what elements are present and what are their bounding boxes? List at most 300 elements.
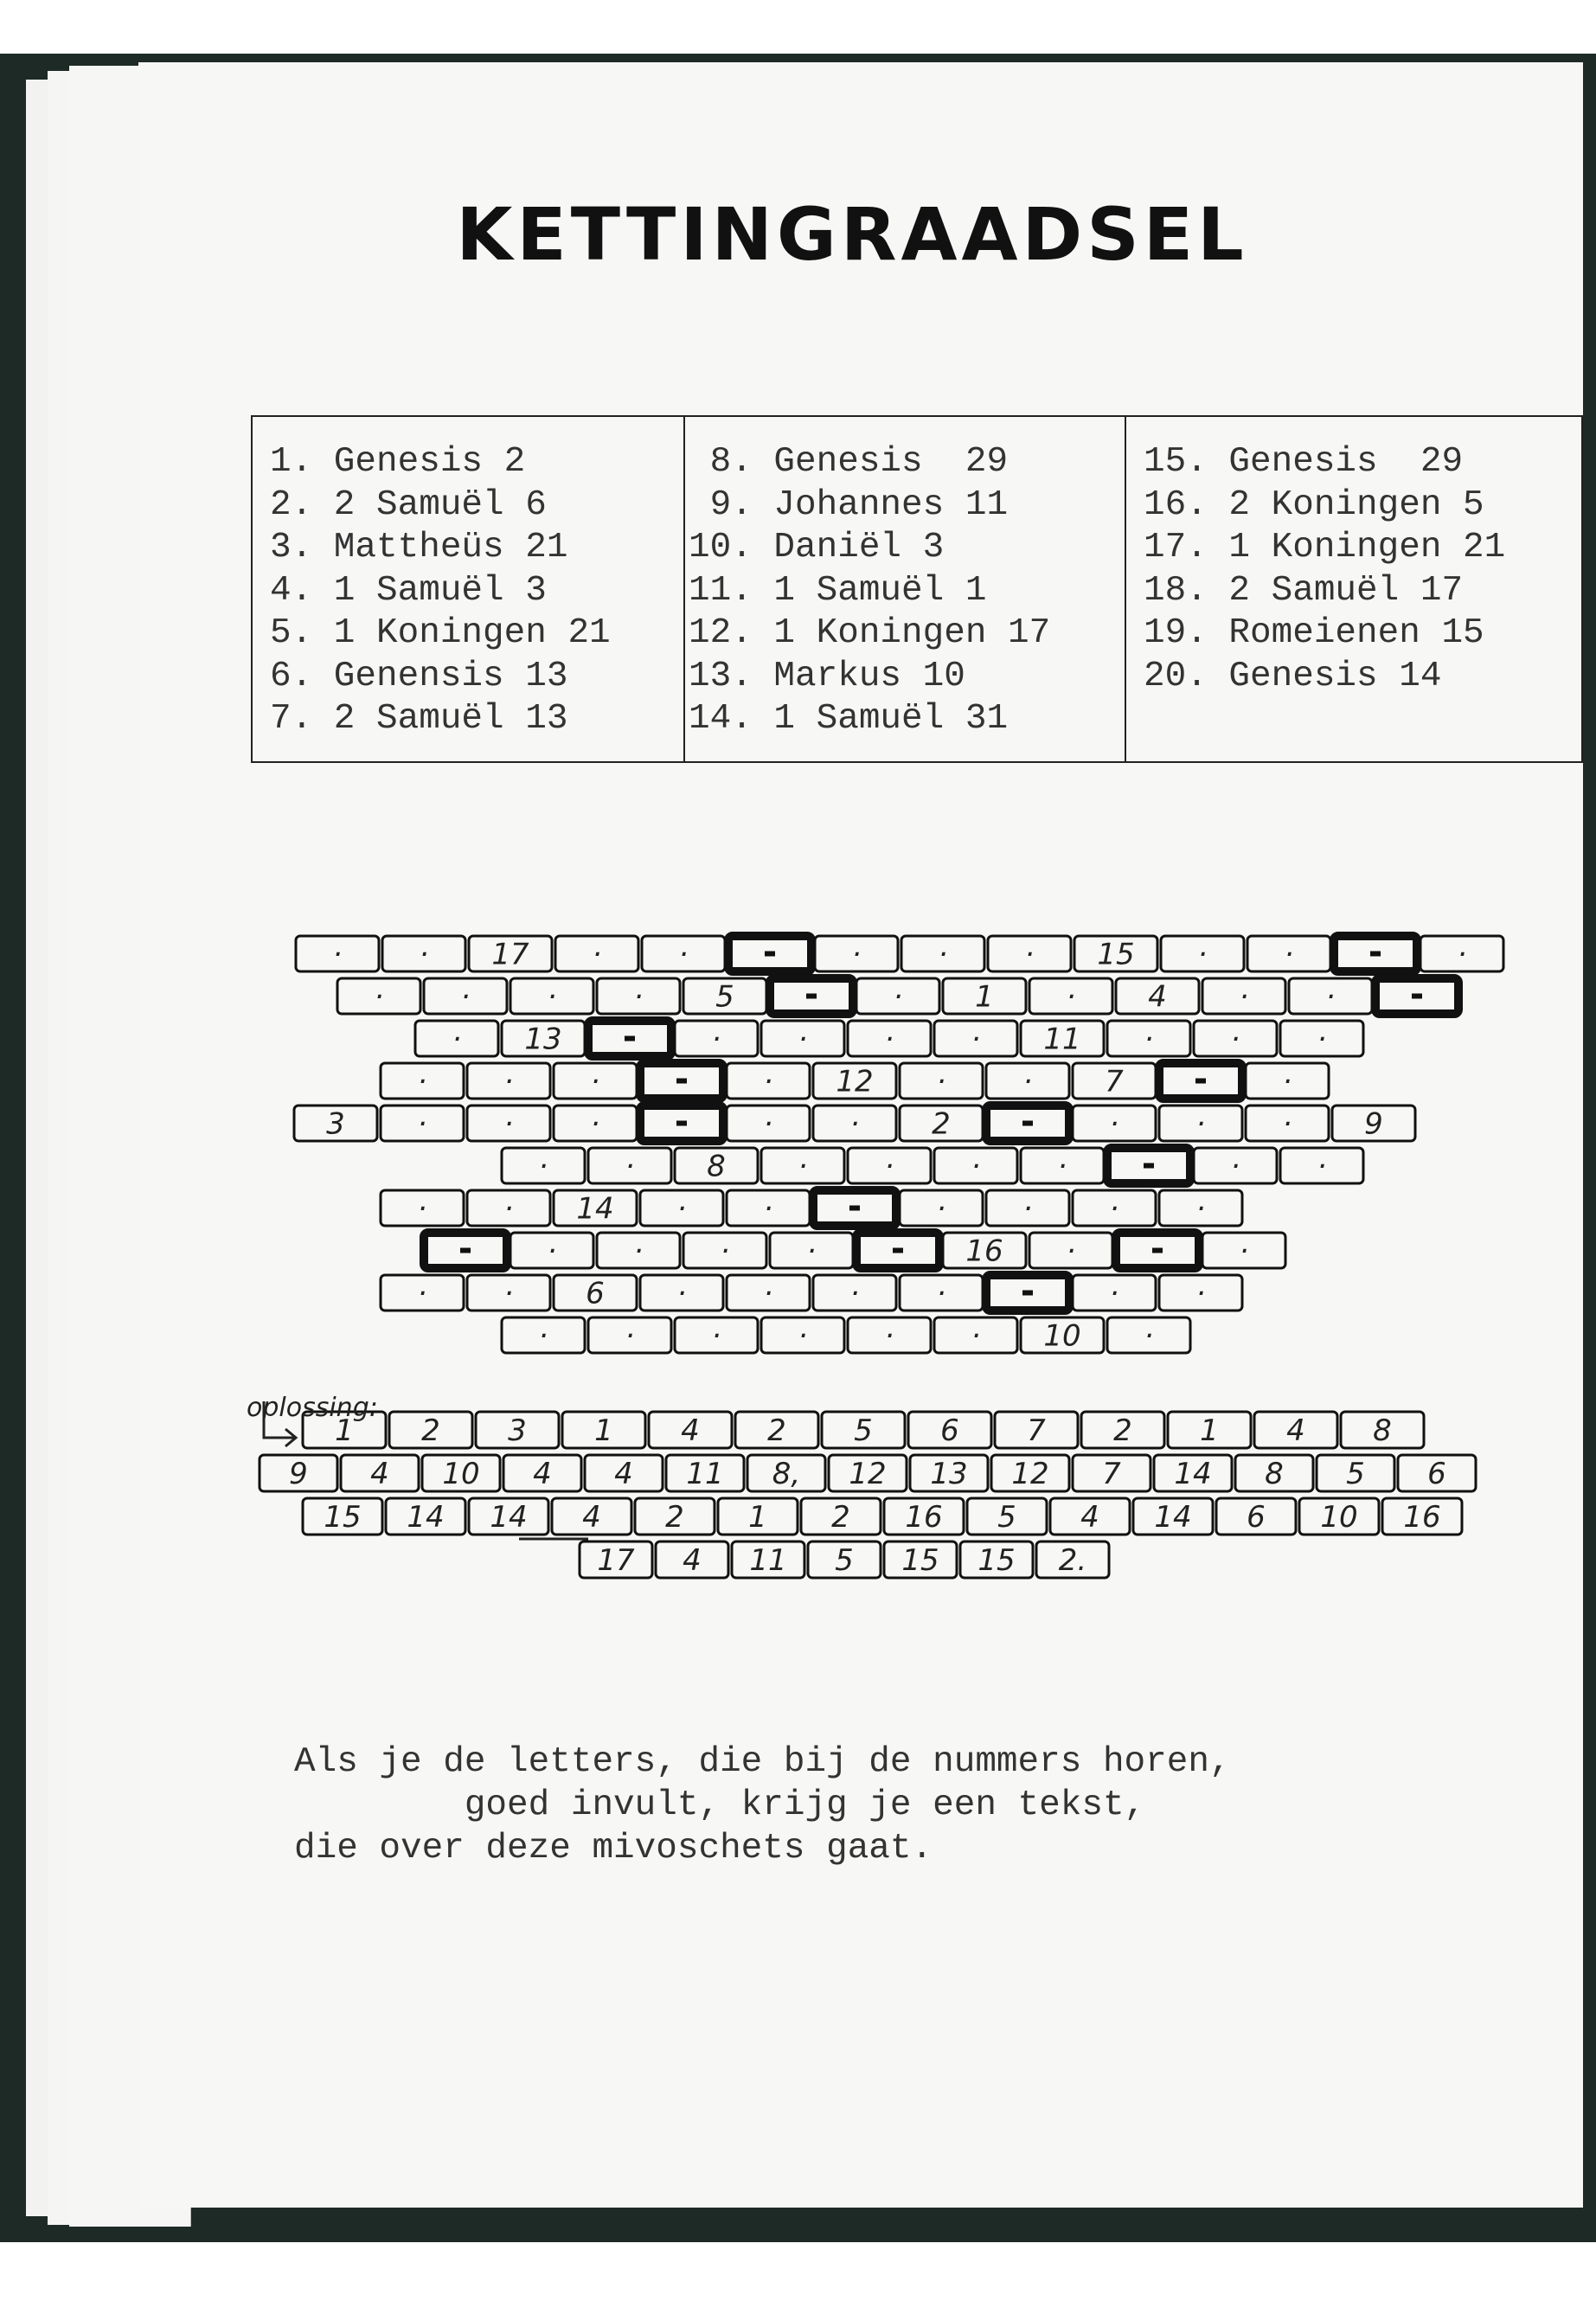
svg-text:·: · <box>1282 1106 1292 1142</box>
reference-item: 5. 1 Koningen 21 <box>270 613 611 653</box>
svg-text:·: · <box>711 1022 721 1057</box>
puzzle-brick <box>1194 1021 1277 1057</box>
svg-text:·: · <box>1317 1022 1327 1057</box>
svg-text:·: · <box>971 1022 981 1057</box>
svg-text:·: · <box>503 1191 514 1227</box>
svg-text:·: · <box>547 1234 557 1269</box>
puzzle-brick <box>943 978 1026 1015</box>
svg-text:·: · <box>1024 937 1035 972</box>
svg-text:·: · <box>1109 1191 1119 1227</box>
svg-text:12: 12 <box>836 1064 874 1099</box>
puzzle-brick <box>382 936 465 972</box>
svg-text:·: · <box>1195 1106 1206 1142</box>
svg-text:14: 14 <box>1154 1500 1192 1535</box>
puzzle-brick <box>415 1021 498 1057</box>
svg-text:15: 15 <box>1097 937 1135 972</box>
puzzle-brick <box>1334 936 1417 971</box>
svg-text:10: 10 <box>1320 1500 1358 1535</box>
puzzle-brick <box>1159 1190 1242 1227</box>
solution-brick <box>822 1412 905 1448</box>
svg-text:8: 8 <box>707 1149 726 1184</box>
svg-text:11: 11 <box>749 1543 787 1578</box>
reference-item: 9. Johannes 11 <box>689 484 1009 525</box>
reference-item: 7. 2 Samuël 13 <box>270 699 568 739</box>
puzzle-brick <box>502 1148 585 1184</box>
solution-brick <box>303 1498 382 1535</box>
svg-text:2: 2 <box>665 1500 684 1535</box>
puzzle-brick <box>675 1148 758 1184</box>
puzzle-brick <box>1029 978 1112 1015</box>
svg-text:·: · <box>452 1022 462 1057</box>
puzzle-brick <box>900 1190 983 1227</box>
solution-brick <box>552 1498 631 1535</box>
solution-brick <box>801 1498 881 1535</box>
puzzle-brick <box>588 1021 671 1056</box>
puzzle-brick <box>337 978 420 1015</box>
svg-text:·: · <box>538 1149 548 1184</box>
solution-brick <box>884 1541 957 1578</box>
puzzle-brick <box>640 1190 723 1227</box>
puzzle-brick <box>555 936 638 972</box>
svg-text:·: · <box>1239 1234 1249 1269</box>
svg-text:15: 15 <box>977 1543 1016 1578</box>
svg-text:·: · <box>936 1191 946 1227</box>
reference-item: 8. Genesis 29 <box>689 442 1009 482</box>
puzzle-brick <box>588 1148 671 1184</box>
solution-brick <box>656 1541 728 1578</box>
puzzle-brick <box>1161 936 1244 972</box>
svg-text:·: · <box>1197 937 1208 972</box>
svg-text:5: 5 <box>997 1500 1016 1535</box>
puzzle-brick <box>900 1063 983 1099</box>
solution-brick <box>1133 1498 1213 1535</box>
puzzle-brick <box>761 1317 844 1354</box>
solution-brick <box>386 1498 465 1535</box>
puzzle-brick <box>813 1275 896 1311</box>
puzzle-brick <box>640 1063 723 1099</box>
reference-item: 2. 2 Samuël 6 <box>270 484 547 525</box>
solution-brick <box>580 1541 652 1578</box>
puzzle-brick <box>934 1317 1017 1354</box>
reference-item: 18. 2 Samuël 17 <box>1144 570 1464 611</box>
svg-text:·: · <box>590 1106 600 1142</box>
svg-text:4: 4 <box>533 1457 552 1491</box>
svg-text:7: 7 <box>1102 1457 1121 1491</box>
svg-text:17: 17 <box>597 1543 635 1578</box>
solution-brick <box>829 1455 907 1491</box>
puzzle-brick <box>1202 978 1285 1015</box>
svg-text:·: · <box>763 1191 773 1227</box>
svg-text:1: 1 <box>975 979 994 1015</box>
solution-brick <box>1216 1498 1296 1535</box>
svg-text:1: 1 <box>335 1413 354 1448</box>
svg-text:·: · <box>711 1318 721 1354</box>
svg-text:5: 5 <box>854 1413 873 1448</box>
svg-text:·: · <box>798 1318 808 1354</box>
puzzle-brick <box>848 1021 931 1057</box>
svg-text:2: 2 <box>421 1413 440 1448</box>
puzzle-brick <box>1247 936 1330 972</box>
puzzle-brick <box>424 978 507 1015</box>
svg-text:·: · <box>633 979 644 1015</box>
solution-brick <box>718 1498 798 1535</box>
svg-text:6: 6 <box>1427 1457 1446 1491</box>
solution-brick <box>341 1455 419 1491</box>
svg-text:6: 6 <box>1247 1500 1266 1535</box>
puzzle-brick <box>381 1063 464 1099</box>
svg-text:·: · <box>1317 1149 1327 1184</box>
svg-text:·: · <box>971 1318 981 1354</box>
puzzle-brick <box>1073 1063 1156 1099</box>
solution-brick <box>1299 1498 1379 1535</box>
svg-text:5: 5 <box>835 1543 854 1578</box>
puzzle-brick <box>588 1317 671 1354</box>
svg-text:8: 8 <box>1265 1457 1284 1491</box>
svg-text:4: 4 <box>370 1457 389 1491</box>
svg-text:·: · <box>547 979 557 1015</box>
puzzle-brick <box>642 936 725 972</box>
svg-text:·: · <box>625 1318 635 1354</box>
svg-text:2.: 2. <box>1058 1543 1087 1578</box>
svg-text:12: 12 <box>849 1457 887 1491</box>
svg-text:8: 8 <box>1373 1413 1392 1448</box>
svg-text:·: · <box>625 1149 635 1184</box>
svg-text:·: · <box>851 937 862 972</box>
solution-brick <box>649 1412 732 1448</box>
svg-text:4: 4 <box>683 1543 702 1578</box>
svg-text:1: 1 <box>748 1500 767 1535</box>
reference-item: 19. Romeienen 15 <box>1144 613 1484 653</box>
puzzle-brick <box>856 1233 939 1268</box>
solution-brick <box>991 1455 1069 1491</box>
reference-item: 17. 1 Koningen 21 <box>1144 528 1506 567</box>
svg-text:14: 14 <box>1174 1457 1212 1491</box>
reference-item: 6. Genensis 13 <box>270 656 568 696</box>
puzzle-brick <box>986 1190 1069 1227</box>
solution-brick <box>635 1498 715 1535</box>
svg-text:8,: 8, <box>772 1457 801 1491</box>
puzzle-brick <box>554 1190 637 1227</box>
puzzle-brick <box>1116 978 1199 1015</box>
puzzle-brick <box>761 1021 844 1057</box>
solution-brick <box>735 1412 818 1448</box>
puzzle-brick <box>1021 1021 1104 1057</box>
puzzle-brick <box>934 1021 1017 1057</box>
svg-text:·: · <box>849 1276 860 1311</box>
svg-text:·: · <box>1066 1234 1076 1269</box>
svg-text:·: · <box>1057 1149 1067 1184</box>
reference-item: 14. 1 Samuël 31 <box>689 699 1009 739</box>
puzzle-brick <box>554 1275 637 1311</box>
puzzle-brick <box>1332 1106 1415 1142</box>
svg-text:1: 1 <box>1200 1413 1219 1448</box>
svg-text:12: 12 <box>1011 1457 1049 1491</box>
puzzle-brick <box>467 1106 550 1142</box>
solution-brick <box>666 1455 744 1491</box>
solution-brick <box>389 1412 472 1448</box>
svg-text:·: · <box>763 1064 773 1099</box>
solution-brick <box>1081 1412 1164 1448</box>
page-title: KETTINGRAADSEL <box>456 192 1248 277</box>
puzzle-brick <box>848 1317 931 1354</box>
svg-text:·: · <box>1109 1106 1119 1142</box>
puzzle-brick <box>1420 936 1503 972</box>
svg-text:16: 16 <box>965 1234 1003 1269</box>
puzzle-brick <box>1280 1021 1363 1057</box>
solution-brick <box>1341 1412 1424 1448</box>
svg-text:·: · <box>1022 1064 1033 1099</box>
puzzle-brick <box>502 1317 585 1354</box>
svg-text:·: · <box>1230 1022 1240 1057</box>
svg-text:·: · <box>676 1191 687 1227</box>
svg-text:·: · <box>971 1149 981 1184</box>
puzzle-brick <box>296 936 379 972</box>
solution-brick <box>422 1455 500 1491</box>
puzzle-brick <box>640 1275 723 1311</box>
puzzle-brick <box>640 1106 723 1141</box>
solution-brick <box>503 1455 581 1491</box>
svg-text:14: 14 <box>407 1500 445 1535</box>
svg-text:·: · <box>374 979 384 1015</box>
svg-text:·: · <box>1230 1149 1240 1184</box>
puzzle-brick <box>1246 1106 1329 1142</box>
svg-text:·: · <box>419 937 429 972</box>
svg-text:7: 7 <box>1105 1064 1124 1099</box>
reference-item: 10. Daniël 3 <box>689 528 945 567</box>
puzzle-brick <box>467 1063 550 1099</box>
svg-text:·: · <box>720 1234 730 1269</box>
solution-brick <box>1254 1412 1337 1448</box>
svg-text:·: · <box>1284 937 1294 972</box>
puzzle-brick <box>675 1317 758 1354</box>
puzzle-brick <box>381 1106 464 1142</box>
svg-text:·: · <box>798 1149 808 1184</box>
svg-text:·: · <box>417 1276 427 1311</box>
reference-item: 20. Genesis 14 <box>1144 656 1442 696</box>
instruction-line: die over deze mivoschets gaat. <box>294 1829 933 1868</box>
reference-item: 4. 1 Samuël 3 <box>270 570 547 611</box>
svg-text:·: · <box>503 1106 514 1142</box>
svg-text:·: · <box>1144 1022 1154 1057</box>
svg-text:·: · <box>1195 1191 1206 1227</box>
solution-label: oplossing: <box>247 1393 378 1423</box>
svg-text:·: · <box>1325 979 1336 1015</box>
puzzle-brick <box>1073 1106 1156 1142</box>
puzzle-brick <box>510 978 593 1015</box>
puzzle-brick <box>1375 978 1458 1014</box>
svg-text:·: · <box>1282 1064 1292 1099</box>
svg-text:10: 10 <box>442 1457 480 1491</box>
puzzle-brick <box>597 1233 680 1269</box>
instruction-line: goed invult, krijg je een tekst, <box>294 1785 1146 1825</box>
svg-text:·: · <box>763 1106 773 1142</box>
svg-text:14: 14 <box>490 1500 528 1535</box>
puzzle-brick <box>856 978 939 1015</box>
puzzle-brick <box>1074 936 1157 972</box>
svg-text:11: 11 <box>686 1457 724 1491</box>
svg-text:·: · <box>332 937 343 972</box>
puzzle-brick <box>727 1190 810 1227</box>
svg-text:10: 10 <box>1043 1318 1081 1354</box>
solution-brick <box>1154 1455 1232 1491</box>
puzzle-brick <box>813 1063 896 1099</box>
svg-text:2: 2 <box>932 1106 951 1142</box>
puzzle-brick <box>1246 1063 1329 1099</box>
puzzle-brick <box>761 1148 844 1184</box>
solution-brick <box>884 1498 964 1535</box>
solution-brick <box>908 1412 991 1448</box>
svg-text:·: · <box>1109 1276 1119 1311</box>
svg-text:15: 15 <box>901 1543 939 1578</box>
reference-item: 3. Mattheüs 21 <box>270 528 568 567</box>
puzzle-brick <box>467 1190 550 1227</box>
puzzle-page <box>138 62 1583 2208</box>
instructions <box>294 1740 1419 1870</box>
svg-text:·: · <box>884 1022 894 1057</box>
svg-text:·: · <box>884 1318 894 1354</box>
svg-text:·: · <box>590 1064 600 1099</box>
svg-text:·: · <box>676 1276 687 1311</box>
svg-text:4: 4 <box>1080 1500 1099 1535</box>
solution-brick <box>747 1455 825 1491</box>
svg-text:3: 3 <box>326 1106 345 1142</box>
puzzle-brick <box>770 978 853 1014</box>
solution-brick <box>1036 1541 1109 1578</box>
svg-text:14: 14 <box>576 1191 614 1227</box>
reference-item: 15. Genesis 29 <box>1144 442 1464 482</box>
puzzle-brick <box>294 1106 377 1142</box>
svg-text:·: · <box>503 1064 514 1099</box>
svg-text:11: 11 <box>1043 1022 1081 1057</box>
svg-text:4: 4 <box>681 1413 700 1448</box>
solution-brick <box>1317 1455 1394 1491</box>
svg-text:·: · <box>592 937 602 972</box>
solution-brick <box>960 1541 1033 1578</box>
reference-item: 11. 1 Samuël 1 <box>689 570 987 611</box>
puzzle-brick <box>1280 1148 1363 1184</box>
puzzle-brick <box>1159 1275 1242 1311</box>
svg-text:·: · <box>417 1106 427 1142</box>
svg-text:·: · <box>806 1234 817 1269</box>
reference-item: 16. 2 Koningen 5 <box>1144 484 1484 525</box>
svg-text:5: 5 <box>1346 1457 1365 1491</box>
solution-brick <box>562 1412 645 1448</box>
svg-text:9: 9 <box>289 1457 308 1491</box>
solution-brick <box>732 1541 804 1578</box>
svg-text:·: · <box>678 937 689 972</box>
svg-text:16: 16 <box>1403 1500 1441 1535</box>
svg-text:3: 3 <box>508 1413 527 1448</box>
solution-brick <box>995 1412 1078 1448</box>
puzzle-brick <box>1107 1317 1190 1354</box>
puzzle-brick <box>1107 1148 1190 1183</box>
svg-text:·: · <box>633 1234 644 1269</box>
puzzle-brick <box>1202 1233 1285 1269</box>
puzzle-brick <box>381 1190 464 1227</box>
puzzle-brick <box>1289 978 1372 1015</box>
svg-text:13: 13 <box>524 1022 562 1057</box>
puzzle-brick <box>597 978 680 1015</box>
svg-text:·: · <box>798 1022 808 1057</box>
puzzle-brick <box>554 1063 637 1099</box>
svg-text:·: · <box>938 937 948 972</box>
svg-text:·: · <box>1022 1191 1033 1227</box>
solution-brick <box>967 1498 1047 1535</box>
puzzle-brick <box>900 1275 983 1311</box>
solution-brick <box>1398 1455 1476 1491</box>
puzzle-brick <box>988 936 1071 972</box>
puzzle-brick <box>683 1233 766 1269</box>
puzzle-brick <box>813 1190 896 1226</box>
svg-text:·: · <box>417 1064 427 1099</box>
puzzle-brick <box>1107 1021 1190 1057</box>
svg-text:5: 5 <box>715 979 734 1015</box>
svg-text:·: · <box>1144 1318 1154 1354</box>
puzzle-brick <box>986 1106 1069 1141</box>
puzzle-brick <box>900 1106 983 1142</box>
svg-text:·: · <box>884 1149 894 1184</box>
svg-text:7: 7 <box>1027 1413 1046 1448</box>
reference-item: 13. Markus 10 <box>689 656 965 696</box>
solution-brick <box>1073 1455 1151 1491</box>
puzzle-brick <box>1073 1275 1156 1311</box>
puzzle-brick <box>986 1063 1069 1099</box>
svg-text:·: · <box>936 1064 946 1099</box>
puzzle-brick <box>1073 1190 1156 1227</box>
svg-text:·: · <box>936 1276 946 1311</box>
svg-text:6: 6 <box>940 1413 959 1448</box>
puzzle-brick <box>1021 1317 1104 1354</box>
solution-brick <box>585 1455 663 1491</box>
solution-brick <box>1382 1498 1462 1535</box>
svg-text:2: 2 <box>1113 1413 1132 1448</box>
svg-text:4: 4 <box>582 1500 601 1535</box>
instruction-line: Als je de letters, die bij de nummers horen, <box>294 1742 1231 1782</box>
svg-text:·: · <box>763 1276 773 1311</box>
svg-text:15: 15 <box>324 1500 362 1535</box>
puzzle-brick <box>1021 1148 1104 1184</box>
solution-brick <box>476 1412 559 1448</box>
svg-text:·: · <box>417 1191 427 1227</box>
puzzle-brick <box>1116 1233 1199 1268</box>
puzzle-brick <box>770 1233 853 1269</box>
puzzle-brick <box>728 936 811 971</box>
puzzle-brick <box>502 1021 585 1057</box>
puzzle-brick <box>1159 1106 1242 1142</box>
svg-text:9: 9 <box>1364 1106 1383 1142</box>
svg-text:·: · <box>1239 979 1249 1015</box>
puzzle-brick <box>1194 1148 1277 1184</box>
svg-text:6: 6 <box>586 1276 605 1311</box>
brick-wall-puzzle <box>138 62 1583 1706</box>
puzzle-brick <box>813 1106 896 1142</box>
puzzle-brick <box>1029 1233 1112 1269</box>
puzzle-brick <box>424 1233 507 1268</box>
solution-brick <box>910 1455 988 1491</box>
puzzle-brick <box>675 1021 758 1057</box>
solution-brick <box>1168 1412 1251 1448</box>
svg-text:4: 4 <box>1148 979 1167 1015</box>
svg-text:·: · <box>1066 979 1076 1015</box>
puzzle-brick <box>901 936 984 972</box>
puzzle-brick <box>554 1106 637 1142</box>
solution-brick <box>808 1541 881 1578</box>
puzzle-brick <box>381 1275 464 1311</box>
puzzle-brick <box>727 1106 810 1142</box>
svg-text:13: 13 <box>930 1457 968 1491</box>
svg-text:16: 16 <box>905 1500 943 1535</box>
svg-text:·: · <box>849 1106 860 1142</box>
